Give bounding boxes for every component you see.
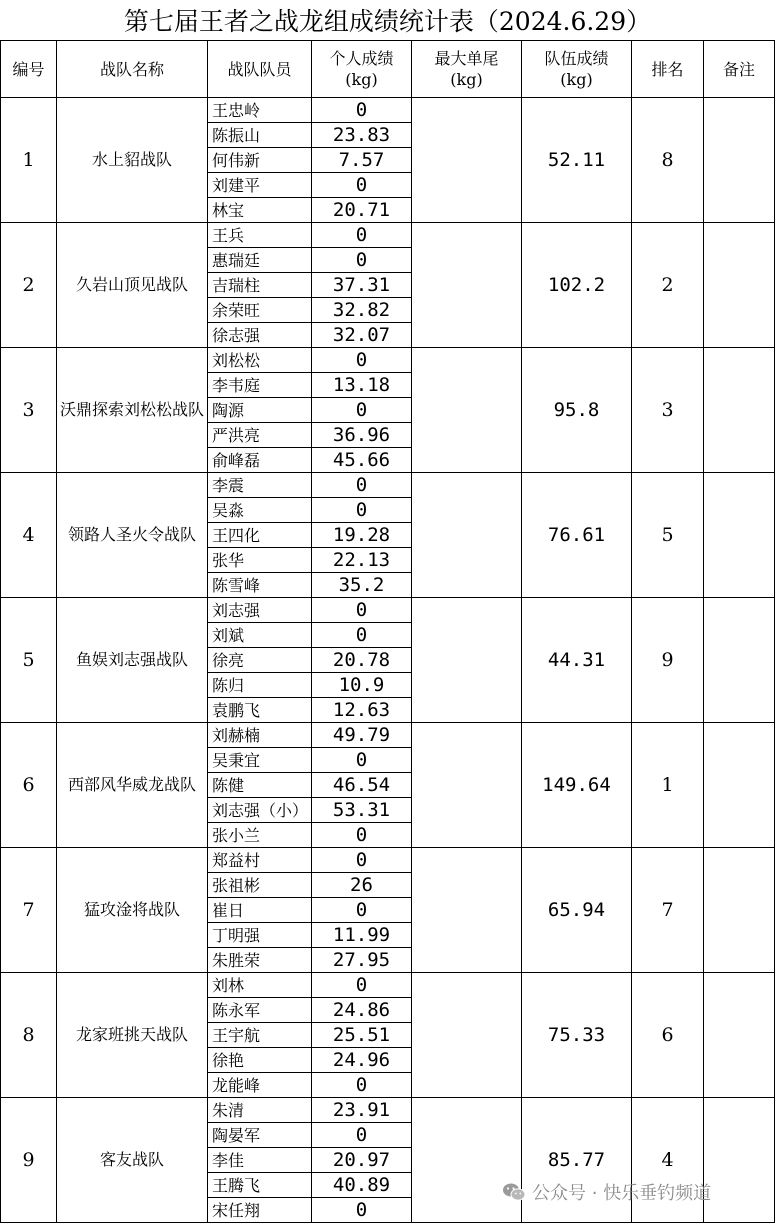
member-score: 0: [312, 398, 412, 423]
member-name: 林宝: [208, 198, 312, 223]
header-members: 战队队员: [208, 41, 312, 98]
team-name: 西部风华威龙战队: [57, 723, 208, 848]
member-score: 32.07: [312, 323, 412, 348]
team-score: 65.94: [522, 848, 632, 973]
member-name: 刘志强: [208, 598, 312, 623]
member-score: 0: [312, 248, 412, 273]
header-individual-label: 个人成绩: [329, 49, 394, 68]
member-name: 张祖彬: [208, 873, 312, 898]
max-fish-cell: [412, 473, 522, 598]
max-fish-cell: [412, 598, 522, 723]
member-score: 24.96: [312, 1048, 412, 1073]
member-score: 32.82: [312, 298, 412, 323]
remarks-cell: [704, 473, 775, 598]
table-row: [1, 973, 775, 998]
team-name: 沃鼎探索刘松松战队: [57, 348, 208, 473]
member-score: 0: [312, 98, 412, 123]
member-score: 0: [312, 748, 412, 773]
team-score: 52.11: [522, 98, 632, 223]
member-name: 刘林: [208, 973, 312, 998]
max-fish-cell: [412, 973, 522, 1098]
member-name: 严洪亮: [208, 423, 312, 448]
max-fish-cell: [412, 848, 522, 973]
member-score: 25.51: [312, 1023, 412, 1048]
member-score: 0: [312, 1123, 412, 1148]
remarks-cell: [704, 1098, 775, 1223]
team-index: 1: [1, 98, 57, 223]
member-name: 张小兰: [208, 823, 312, 848]
member-name: 王兵: [208, 223, 312, 248]
member-name: 余荣旺: [208, 298, 312, 323]
member-score: 0: [312, 348, 412, 373]
member-score: 0: [312, 823, 412, 848]
header-index: 编号: [1, 41, 57, 98]
header-individual-unit: (kg): [345, 70, 378, 89]
member-name: 惠瑞廷: [208, 248, 312, 273]
remarks-cell: [704, 348, 775, 473]
member-name: 吴秉宜: [208, 748, 312, 773]
team-index: 6: [1, 723, 57, 848]
remarks-cell: [704, 723, 775, 848]
member-name: 刘志强（小）: [208, 798, 312, 823]
team-index: 4: [1, 473, 57, 598]
member-score: 0: [312, 473, 412, 498]
header-row: [1, 41, 775, 98]
member-name: 陈健: [208, 773, 312, 798]
team-rank: 1: [632, 723, 704, 848]
member-name: 朱清: [208, 1098, 312, 1123]
team-rank: 7: [632, 848, 704, 973]
member-score: 24.86: [312, 998, 412, 1023]
member-score: 23.83: [312, 123, 412, 148]
team-name: 久岩山顶见战队: [57, 223, 208, 348]
member-name: 陈振山: [208, 123, 312, 148]
member-name: 丁明强: [208, 923, 312, 948]
team-rank: 8: [632, 98, 704, 223]
member-name: 王四化: [208, 523, 312, 548]
table-row: [1, 848, 775, 873]
remarks-cell: [704, 598, 775, 723]
team-index: 8: [1, 973, 57, 1098]
team-score: 44.31: [522, 598, 632, 723]
member-score: 0: [312, 1073, 412, 1098]
team-score: 95.8: [522, 348, 632, 473]
member-score: 19.28: [312, 523, 412, 548]
member-name: 王腾飞: [208, 1173, 312, 1198]
member-score: 45.66: [312, 448, 412, 473]
member-name: 徐志强: [208, 323, 312, 348]
member-score: 0: [312, 498, 412, 523]
table-row: [1, 723, 775, 748]
team-rank: 5: [632, 473, 704, 598]
wechat-icon: [502, 1182, 526, 1202]
member-name: 刘赫楠: [208, 723, 312, 748]
team-score: 85.77: [522, 1098, 632, 1223]
member-score: 12.63: [312, 698, 412, 723]
results-table: [0, 40, 775, 1223]
table-row: [1, 1098, 775, 1123]
member-name: 吴淼: [208, 498, 312, 523]
max-fish-cell: [412, 723, 522, 848]
member-score: 0: [312, 223, 412, 248]
team-name: 领路人圣火令战队: [57, 473, 208, 598]
member-name: 何伟新: [208, 148, 312, 173]
member-name: 陈归: [208, 673, 312, 698]
table-row: [1, 348, 775, 373]
member-name: 徐艳: [208, 1048, 312, 1073]
member-name: 俞峰磊: [208, 448, 312, 473]
page-title: 第七届王者之战龙组成绩统计表（2024.6.29）: [123, 7, 652, 36]
member-name: 陶晏军: [208, 1123, 312, 1148]
team-name: 猛攻淦将战队: [57, 848, 208, 973]
member-name: 李佳: [208, 1148, 312, 1173]
member-name: 宋任翔: [208, 1198, 312, 1223]
member-name: 王宇航: [208, 1023, 312, 1048]
header-individual-score: [312, 41, 412, 98]
member-name: 李韦庭: [208, 373, 312, 398]
remarks-cell: [704, 98, 775, 223]
header-team-unit: (kg): [560, 70, 593, 89]
member-score: 27.95: [312, 948, 412, 973]
header-max-unit: (kg): [450, 70, 483, 89]
table-row: [1, 223, 775, 248]
max-fish-cell: [412, 223, 522, 348]
member-score: 53.31: [312, 798, 412, 823]
member-score: 13.18: [312, 373, 412, 398]
member-score: 40.89: [312, 1173, 412, 1198]
team-name: 客友战队: [57, 1098, 208, 1223]
member-name: 李震: [208, 473, 312, 498]
member-name: 刘松松: [208, 348, 312, 373]
watermark: [502, 1178, 711, 1206]
member-name: 朱胜荣: [208, 948, 312, 973]
max-fish-cell: [412, 348, 522, 473]
header-max-fish: [412, 41, 522, 98]
member-score: 36.96: [312, 423, 412, 448]
team-name: 龙家班挑天战队: [57, 973, 208, 1098]
team-index: 7: [1, 848, 57, 973]
member-score: 0: [312, 848, 412, 873]
table-row: [1, 473, 775, 498]
team-rank: 2: [632, 223, 704, 348]
member-name: 郑益村: [208, 848, 312, 873]
member-score: 20.78: [312, 648, 412, 673]
member-name: 袁鹏飞: [208, 698, 312, 723]
watermark-text: 公众号 · 快乐垂钓频道: [532, 1183, 712, 1204]
member-name: 王忠岭: [208, 98, 312, 123]
team-name: 鱼娱刘志强战队: [57, 598, 208, 723]
member-score: 11.99: [312, 923, 412, 948]
member-name: 陈雪峰: [208, 573, 312, 598]
team-score: 102.2: [522, 223, 632, 348]
team-index: 2: [1, 223, 57, 348]
member-score: 0: [312, 1198, 412, 1223]
member-name: 吉瑞柱: [208, 273, 312, 298]
member-name: 崔日: [208, 898, 312, 923]
member-name: 刘建平: [208, 173, 312, 198]
header-max-label: 最大单尾: [434, 49, 499, 68]
header-rank: 排名: [632, 41, 704, 98]
table-body: [1, 98, 775, 1223]
team-rank: 4: [632, 1098, 704, 1223]
table-row: [1, 98, 775, 123]
remarks-cell: [704, 848, 775, 973]
team-score: 149.64: [522, 723, 632, 848]
member-score: 20.97: [312, 1148, 412, 1173]
member-score: 23.91: [312, 1098, 412, 1123]
member-name: 陶源: [208, 398, 312, 423]
member-score: 35.2: [312, 573, 412, 598]
member-score: 0: [312, 623, 412, 648]
member-score: 0: [312, 173, 412, 198]
member-score: 46.54: [312, 773, 412, 798]
remarks-cell: [704, 973, 775, 1098]
header-remarks: 备注: [704, 41, 775, 98]
member-score: 7.57: [312, 148, 412, 173]
member-name: 徐亮: [208, 648, 312, 673]
member-name: 陈永军: [208, 998, 312, 1023]
header-team-score: [522, 41, 632, 98]
team-index: 9: [1, 1098, 57, 1223]
team-score: 75.33: [522, 973, 632, 1098]
member-name: 刘斌: [208, 623, 312, 648]
member-score: 20.71: [312, 198, 412, 223]
team-rank: 9: [632, 598, 704, 723]
member-score: 0: [312, 973, 412, 998]
member-score: 49.79: [312, 723, 412, 748]
member-score: 37.31: [312, 273, 412, 298]
team-score: 76.61: [522, 473, 632, 598]
remarks-cell: [704, 223, 775, 348]
header-team-name: 战队名称: [57, 41, 208, 98]
header-team-label: 队伍成绩: [544, 49, 609, 68]
member-name: 龙能峰: [208, 1073, 312, 1098]
table-row: [1, 598, 775, 623]
member-score: 0: [312, 598, 412, 623]
team-name: 水上貂战队: [57, 98, 208, 223]
member-score: 0: [312, 898, 412, 923]
max-fish-cell: [412, 98, 522, 223]
team-rank: 6: [632, 973, 704, 1098]
member-score: 26: [312, 873, 412, 898]
member-name: 张华: [208, 548, 312, 573]
member-score: 22.13: [312, 548, 412, 573]
team-rank: 3: [632, 348, 704, 473]
team-index: 3: [1, 348, 57, 473]
team-index: 5: [1, 598, 57, 723]
member-score: 10.9: [312, 673, 412, 698]
